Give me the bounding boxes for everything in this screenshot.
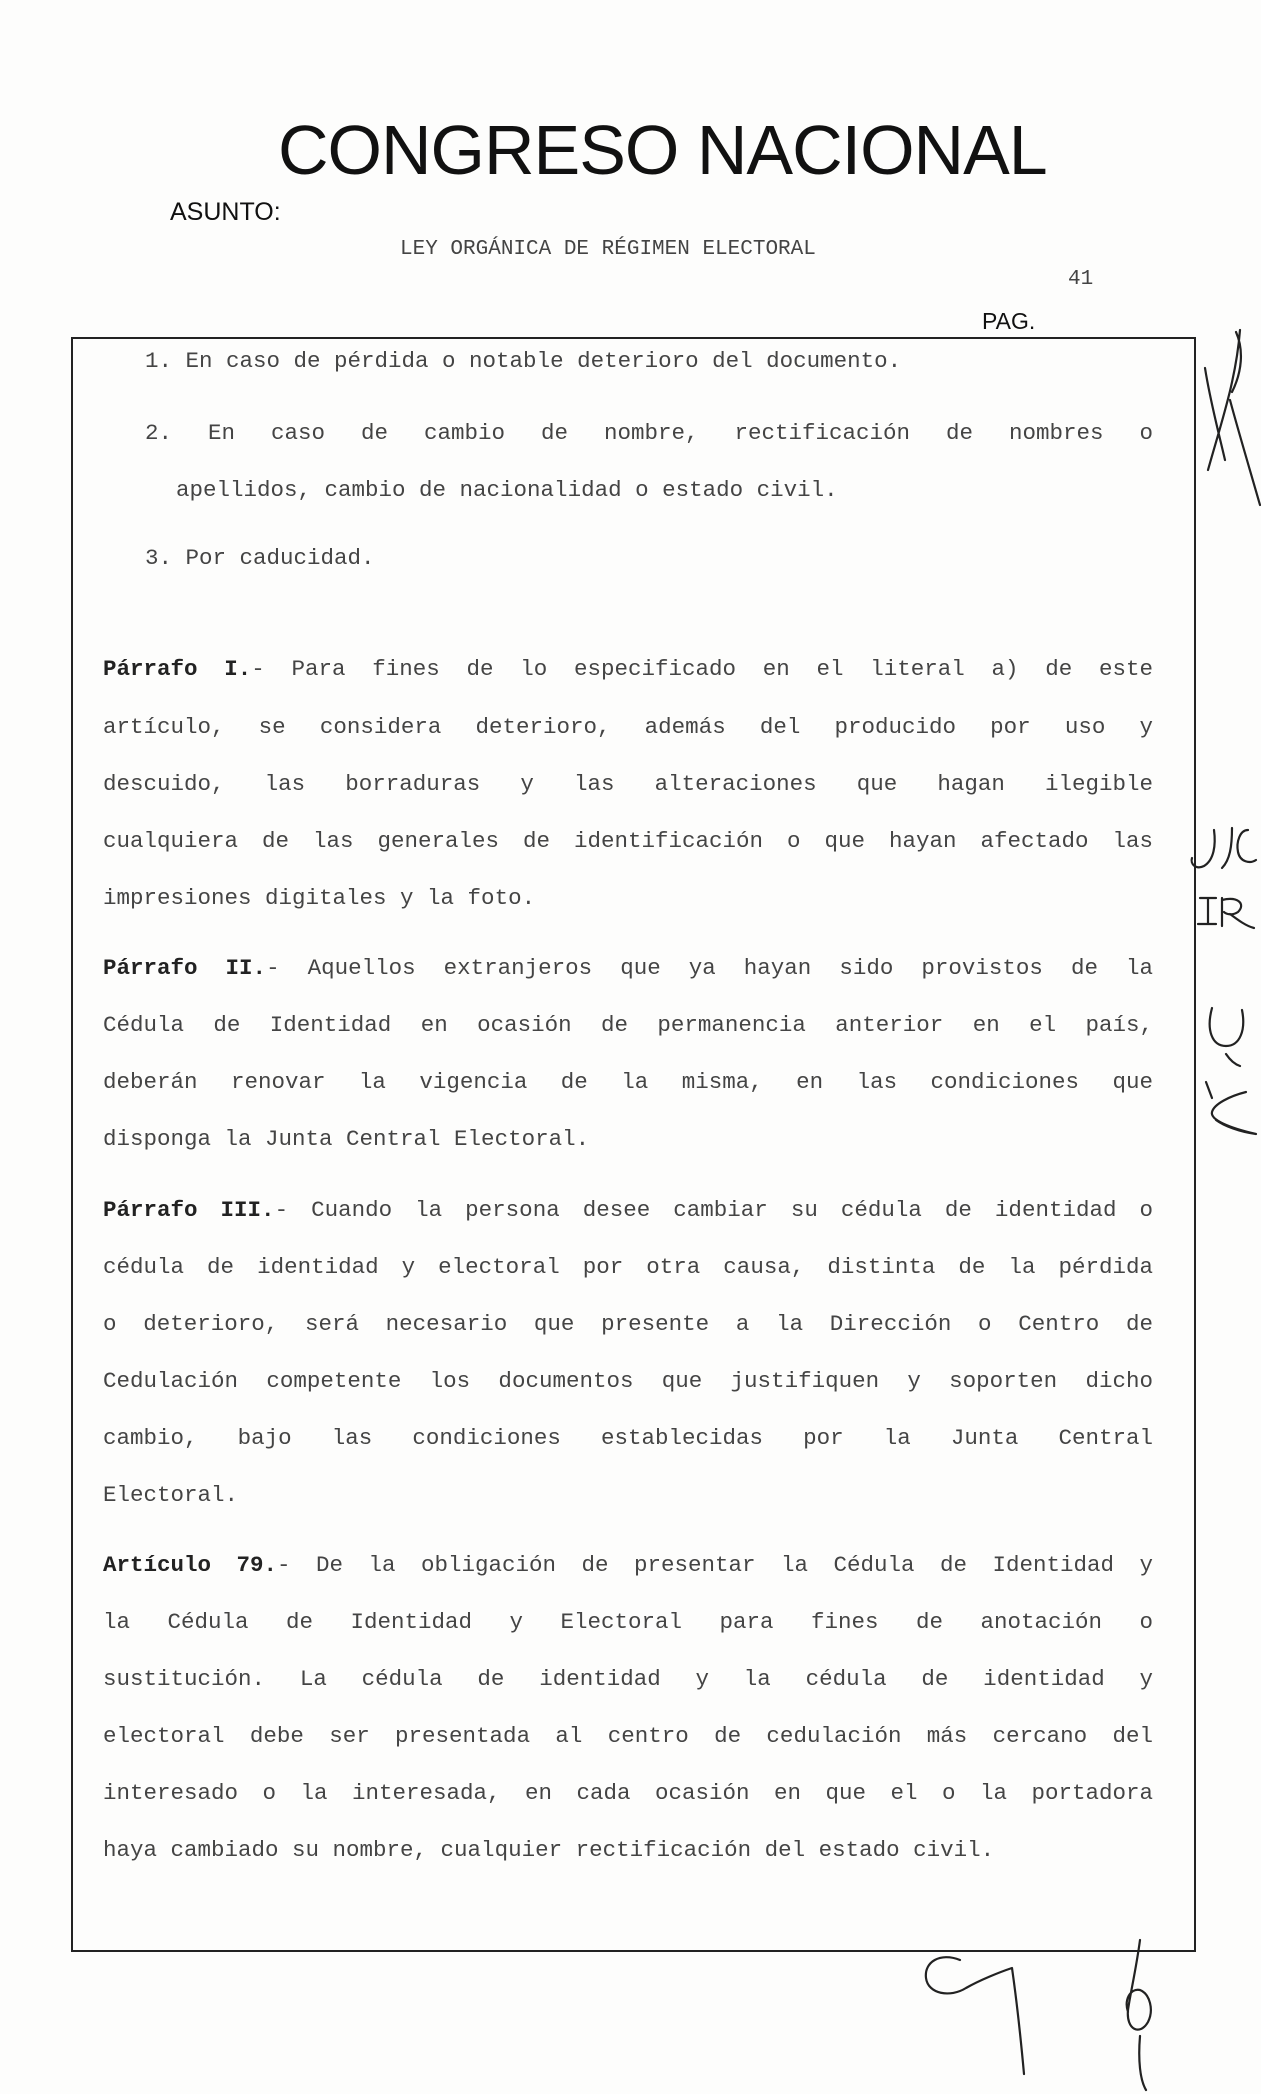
paragraph-3-text: - Cuando la persona desee cambiar su cédula de identidad o [274, 1197, 1153, 1223]
bottom-signature-2 [1127, 1940, 1151, 2090]
document-subject: LEY ORGÁNICA DE RÉGIMEN ELECTORAL [400, 238, 816, 261]
article-79-text: - De la obligación de presentar la Cédula de Identidad y [277, 1552, 1153, 1578]
page-title: CONGRESO NACIONAL [278, 111, 1047, 189]
paragraph-2-text: - Aquellos extranjeros que ya hayan sido provistos de la [266, 955, 1153, 981]
paragraph-2-label: Párrafo II. [103, 955, 267, 981]
article-79-line-5: interesado o la interesada, en cada ocasión en que el o la portadora [103, 1780, 1153, 1806]
margin-initial-u [1210, 1008, 1244, 1066]
paragraph-2-line-3: deberán renovar la vigencia de la misma, en las condiciones que [103, 1069, 1153, 1095]
margin-initial-top [1205, 330, 1260, 505]
page-number: 41 [1068, 268, 1094, 291]
paragraph-3-line-2: cédula de identidad y electoral por otra causa, distinta de la pérdida [103, 1254, 1153, 1280]
asunto-label: ASUNTO: [170, 198, 281, 226]
article-79-label: Artículo 79. [103, 1552, 278, 1578]
paragraph-2-line-4: disponga la Junta Central Electoral. [103, 1126, 590, 1152]
paragraph-1-text: - Para fines de lo especificado en el literal a) de este [251, 656, 1153, 682]
article-79-line-6: haya cambiado su nombre, cualquier rectificación del estado civil. [103, 1837, 995, 1863]
article-79-line-2: la Cédula de Identidad y Electoral para fines de anotación o [103, 1609, 1153, 1635]
list-item-2-line-2: apellidos, cambio de nacionalidad o estado civil. [176, 477, 838, 503]
paragraph-1-line-2: artículo, se considera deterioro, además del producido por uso y [103, 714, 1153, 740]
paragraph-3-line-4: Cedulación competente los documentos que justifiquen y soporten dicho [103, 1368, 1153, 1394]
list-item-2-line-1: 2. En caso de cambio de nombre, rectificación de nombres o [145, 420, 1153, 446]
paragraph-1-label: Párrafo I. [103, 656, 252, 682]
paragraph-1-line-4: cualquiera de las generales de identificación o que hayan afectado las [103, 828, 1153, 854]
paragraph-2-line-2: Cédula de Identidad en ocasión de permanencia anterior en el país, [103, 1012, 1153, 1038]
paragraph-3-label: Párrafo III. [103, 1197, 275, 1223]
paragraph-1-line-5: impresiones digitales y la foto. [103, 885, 536, 911]
list-item-3: 3. Por caducidad. [145, 545, 375, 571]
paragraph-3-line-6: Electoral. [103, 1482, 239, 1508]
margin-signature-side [1206, 1082, 1256, 1134]
margin-initial-jc [1192, 828, 1256, 868]
pag-label: PAG. [982, 308, 1036, 334]
paragraph-3-line-5: cambio, bajo las condiciones establecidas por la Junta Central [103, 1425, 1153, 1451]
article-79-line-3: sustitución. La cédula de identidad y la cédula de identidad y [103, 1666, 1153, 1692]
article-79-line-4: electoral debe ser presentada al centro de cedulación más cercano del [103, 1723, 1153, 1749]
bottom-signature-1 [926, 1957, 1024, 2074]
list-item-1: 1. En caso de pérdida o notable deterioro del documento. [145, 348, 902, 374]
margin-initial-ir [1198, 898, 1254, 928]
paragraph-1-line-3: descuido, las borraduras y las alteraciones que hagan ilegible [103, 771, 1153, 797]
paragraph-3-line-3: o deterioro, será necesario que presente a la Dirección o Centro de [103, 1311, 1153, 1337]
